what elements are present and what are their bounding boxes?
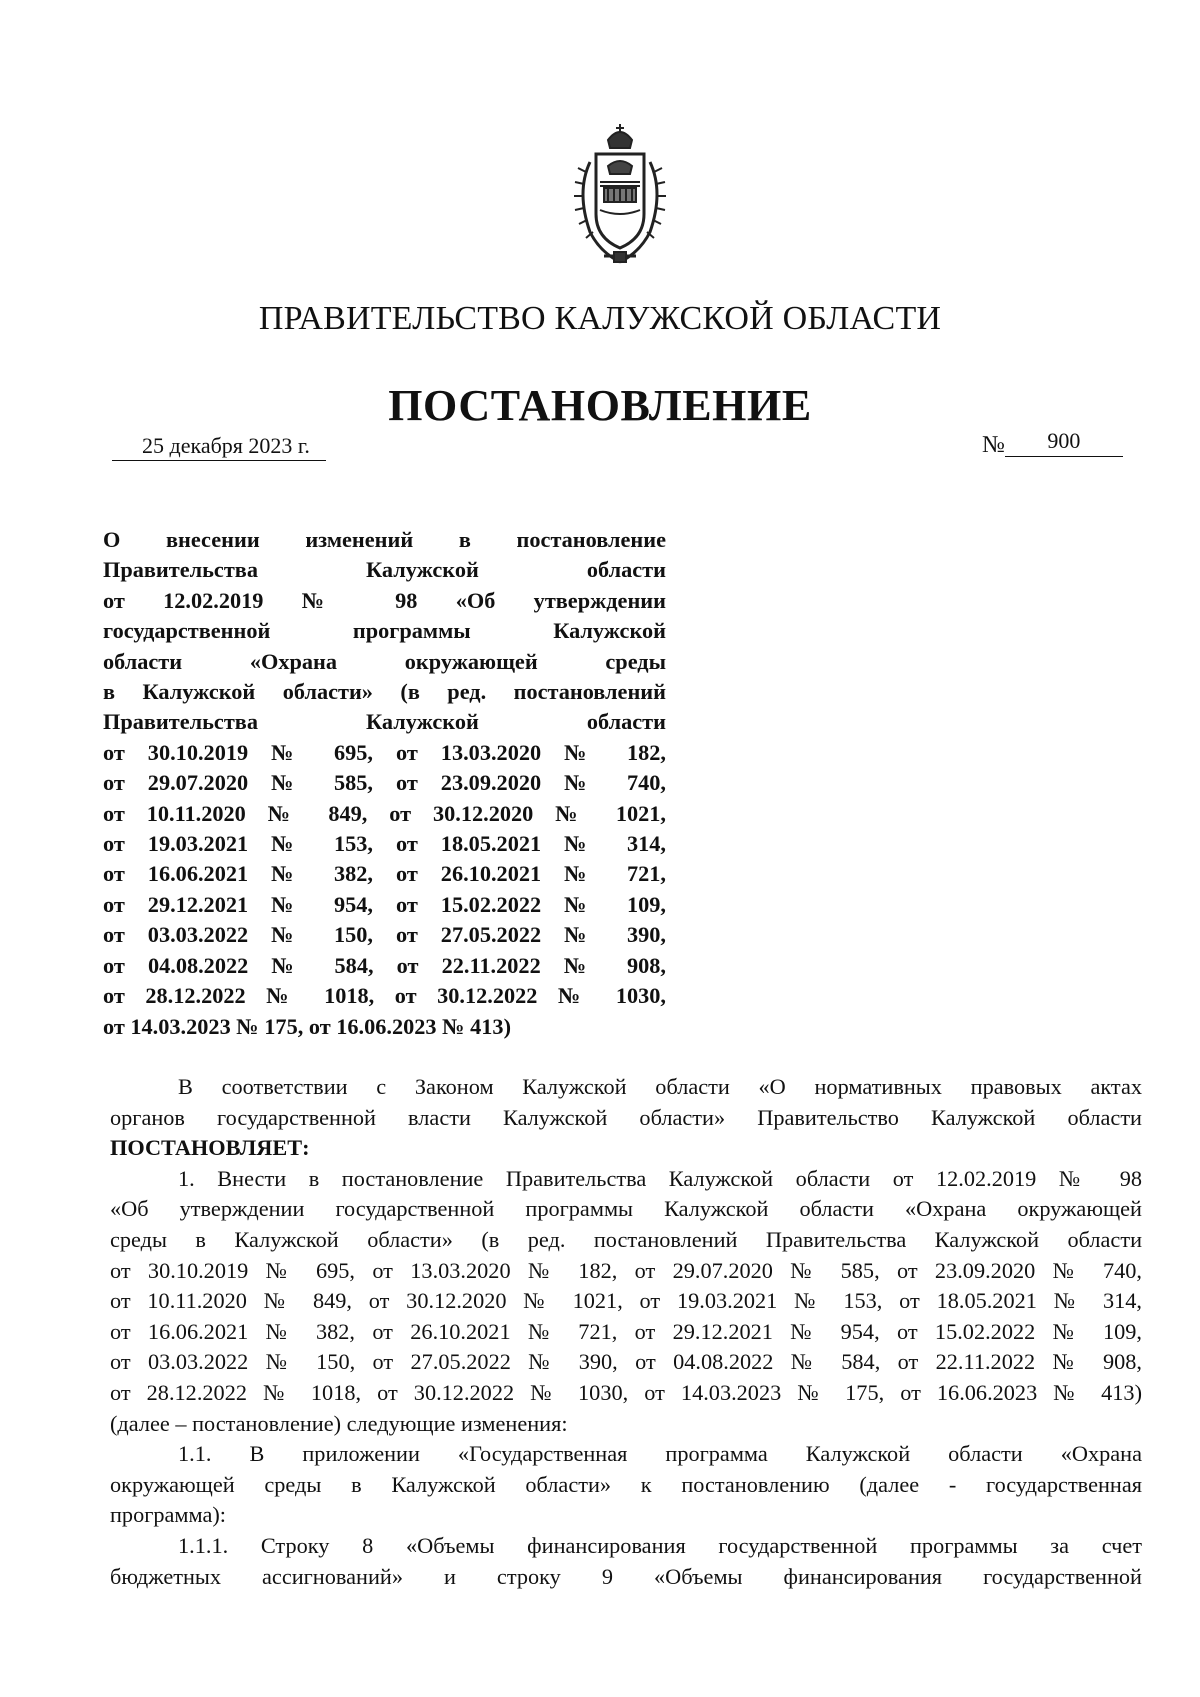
document-number: 900 [1005,426,1123,457]
body-line: (далее – постановление) следующие изменения: [110,1410,568,1436]
subject-line: О внесении изменений в постановление [103,527,666,552]
subject-line: государственной программы Калужской [103,618,666,644]
organization-name: ПРАВИТЕЛЬСТВО КАЛУЖСКОЙ ОБЛАСТИ [258,300,942,337]
subject-line: в Калужской области» (в ред. постановлений [103,679,666,705]
body-line: от 03.03.2022 № 150, от 27.05.2022 № 390, от 04.08.2022 № 584, от 22.11.2022 № 908, [110,1349,1142,1375]
body-line: 1.1.1. Строку 8 «Объемы финансирования государственной программы за счет [178,1532,1142,1558]
subject-line: от 03.03.2022 № 150, от 27.05.2022 № 390, [103,922,666,948]
subject-heading [103,525,666,1042]
subject-line: от 19.03.2021 № 153, от 18.05.2021 № 314, [103,831,666,857]
body-line: окружающей среды в Калужской области» к постановлению (далее - государственная [110,1471,1142,1497]
subject-line: от 16.06.2021 № 382, от 26.10.2021 № 721, [103,861,666,887]
body-line: органов государственной власти Калужской области» Правительство Калужской области [110,1104,1142,1130]
document-body [110,1072,1142,1592]
subject-line: от 29.07.2020 № 585, от 23.09.2020 № 740, [103,770,666,796]
body-line: 1. Внести в постановление Правительства Калужской области от 12.02.2019 № 98 [178,1165,1142,1191]
coat-of-arms-icon [560,122,680,270]
number-sign: № [982,432,1005,458]
subject-line: от 04.08.2022 № 584, от 22.11.2022 № 908, [103,952,666,978]
subject-line: Правительства Калужской области [103,557,666,583]
document-date: 25 декабря 2023 г. [112,432,326,461]
subject-line: от 28.12.2022 № 1018, от 30.12.2022 № 1030, [103,983,666,1009]
subject-line: от 10.11.2020 № 849, от 30.12.2020 № 1021, [103,800,666,826]
body-line: «Об утверждении государственной программы Калужской области «Охрана окружающей [110,1196,1142,1222]
body-line: среды в Калужской области» (в ред. постановлений Правительства Калужской области [110,1226,1142,1252]
body-line: от 30.10.2019 № 695, от 13.03.2020 № 182, от 29.07.2020 № 585, от 23.09.2020 № 740, [110,1257,1142,1283]
subject-line: от 12.02.2019 № 98 «Об утверждении [103,587,666,613]
resolution-keyword: ПОСТАНОВЛЯЕТ: [110,1135,310,1161]
body-line: 1.1. В приложении «Государственная программа Калужской области «Охрана [178,1441,1142,1467]
body-line: от 28.12.2022 № 1018, от 30.12.2022 № 1030, от 14.03.2023 № 175, от 16.06.2023 № 413) [110,1379,1142,1405]
body-line: от 16.06.2021 № 382, от 26.10.2021 № 721, от 29.12.2021 № 954, от 15.02.2022 № 109, [110,1318,1142,1344]
subject-line: от 30.10.2019 № 695, от 13.03.2020 № 182, [103,739,666,765]
document-number-block [982,430,1123,461]
subject-line: от 14.03.2023 № 175, от 16.06.2023 № 413) [103,1013,512,1039]
subject-line: области «Охрана окружающей среды [103,648,666,674]
body-line: от 10.11.2020 № 849, от 30.12.2020 № 1021, от 19.03.2021 № 153, от 18.05.2021 № 314, [110,1288,1142,1314]
subject-line: от 29.12.2021 № 954, от 15.02.2022 № 109, [103,891,666,917]
document-type-title: ПОСТАНОВЛЕНИЕ [388,381,812,430]
body-line: программа): [110,1502,227,1528]
body-line: В соответствии с Законом Калужской области «О нормативных правовых актах [178,1074,1142,1099]
body-line: бюджетных ассигнований» и строку 9 «Объемы финансирования государственной [110,1563,1142,1589]
subject-line: Правительства Калужской области [103,709,666,735]
